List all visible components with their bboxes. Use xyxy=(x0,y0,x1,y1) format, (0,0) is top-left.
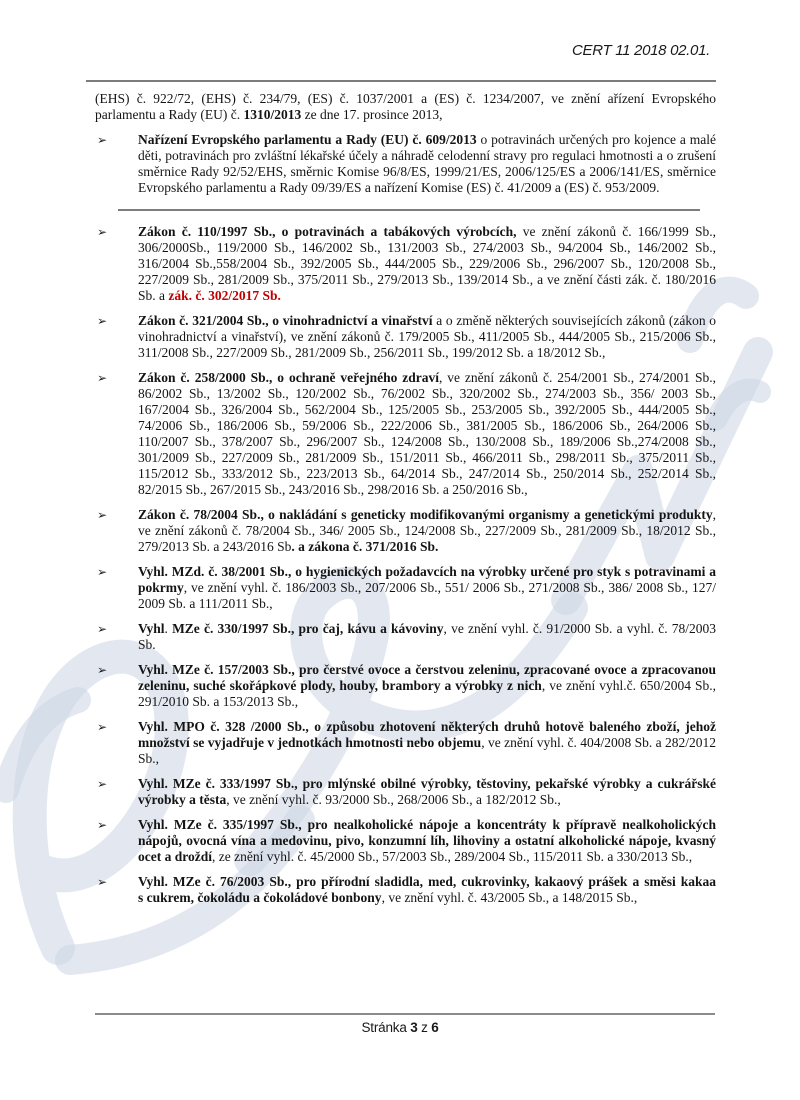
header-rule xyxy=(86,80,716,82)
list-item xyxy=(95,874,716,906)
paragraph-text: Vyhl. MZe č. 330/1997 Sb., pro čaj, kávu a kávoviny, ve znění vyhl. č. 91/2000 Sb. a vyhl. č. 78/2003 Sb. xyxy=(138,621,717,652)
paragraph-text: Zákon č. 78/2004 Sb., o nakládání s geneticky modifikovanými organismy a genetickými produkty, ve znění zákonů č. 78/2004 Sb., 346/ 2005 Sb., 124/2008 Sb., 227/2009 Sb., 281/2009 Sb., 18/2012 Sb., 279/2013 Sb. a 243/2016 Sb. a zákona č. 371/2016 Sb. xyxy=(138,507,716,554)
list-item xyxy=(95,719,716,767)
page-number-label: Stránka xyxy=(361,1020,407,1035)
paragraph-text: (EHS) č. 922/72, (EHS) č. 234/79, (ES) č. 1037/2001 a (ES) č. 1234/2007, ve znění ařízení Evropského parlamentu a Rady (EU) č. 1310/2013 ze dne 17. prosince 2013, xyxy=(95,91,716,122)
paragraph-text: Vyhl. MPO č. 328 /2000 Sb., o způsobu zhotovení některých druhů hotově baleného zboží, jehož množství se vyjadřuje v jednotkách hmotnosti nebo objemu, ve znění vyhl. č. 404/2008 Sb. a 282/2012 Sb., xyxy=(138,719,716,766)
paragraph-text: Nařízení Evropského parlamentu a Rady (EU) č. 609/2013 o potravinách určených pro kojence a malé děti, potravinách pro zvláštní lékařské účely a náhradě celodenní stravy pro regulaci hmotnosti a o zrušení směrnice Rady 92/52/EHS, směrnic Komise 96/8/ES, 1999/21/ES, 2006/125/ES a 2006/141/ES, směrnice Evropského parlamentu a Rady 09/39/ES a nařízení Komise (ES) č. 41/2009 a (ES) č. 953/2009. xyxy=(138,132,716,195)
paragraph xyxy=(95,91,716,123)
bullet-arrow-icon: ➢ xyxy=(97,818,108,832)
paragraph-text: Vyhl. MZe č. 76/2003 Sb., pro přírodní sladidla, med, cukrovinky, kakaový prášek a směsi kakaa s cukrem, čokoládu a čokoládové bonbony, ve znění vyhl. č. 43/2005 Sb., a 148/2015 Sb., xyxy=(138,874,716,905)
paragraph-text: Vyhl. MZe č. 333/1997 Sb., pro mlýnské obilné výrobky, těstoviny, pekařské výrobky a cukrářské výrobky a těsta, ve znění vyhl. č. 93/2000 Sb., 268/2006 Sb., a 182/2012 Sb., xyxy=(138,776,716,807)
bullet-arrow-icon: ➢ xyxy=(97,720,108,734)
section-divider xyxy=(118,209,700,211)
bullet-arrow-icon: ➢ xyxy=(97,133,108,147)
list-item xyxy=(95,564,716,612)
paragraph-text: Vyhl. MZe č. 157/2003 Sb., pro čerstvé ovoce a čerstvou zeleninu, zpracované ovoce a zpracovanou zeleninu, suché skořápkové plody, houby, brambory a výrobky z nich, ve znění vyhl.č. 650/2004 Sb., 291/2010 Sb. a 153/2013 Sb., xyxy=(138,662,716,709)
page-number-current: 3 xyxy=(410,1020,418,1035)
paragraph-text: Zákon č. 258/2000 Sb., o ochraně veřejného zdraví, ve znění zákonů č. 254/2001 Sb., 274/2001 Sb., 86/2002 Sb., 13/2002 Sb., 120/2002 Sb., 76/2002 Sb., 320/2002 Sb., 274/2003 Sb., 356/ 2003 Sb., 167/2004 Sb., 326/2004 Sb., 562/2004 Sb., 125/2005 Sb., 253/2005 Sb., 392/2005 Sb., 444/2005 Sb., 74/2006 Sb., 186/2006 Sb., 59/2006 Sb., 222/2006 Sb., 381/2005 Sb., 186/2006 Sb., 264/2006 Sb., 110/2007 Sb., 378/2007 Sb., 296/2007 Sb., 124/2008 Sb., 130/2008 Sb., 189/2006 Sb.,274/2008 Sb., 301/2009 Sb., 227/2009 Sb., 281/2009 Sb., 151/2011 Sb., 466/2011 Sb., 298/2011 Sb., 375/2011 Sb., 115/2012 Sb., 333/2012 Sb., 223/2013 Sb., 64/2014 Sb., 247/2014 Sb., 250/2014 Sb., 252/2014 Sb., 82/2015 Sb., 267/2015 Sb., 243/2016 Sb., 298/2016 Sb. a 250/2016 Sb., xyxy=(138,370,716,497)
page-number xyxy=(0,1020,800,1035)
bullet-arrow-icon: ➢ xyxy=(97,777,108,791)
document-code: CERT 11 2018 02.01. xyxy=(571,42,710,59)
page-number-total: 6 xyxy=(431,1020,439,1035)
document-body xyxy=(95,91,716,915)
list-item xyxy=(95,370,716,498)
bullet-arrow-icon: ➢ xyxy=(97,508,108,522)
list-item xyxy=(95,132,716,196)
list-item xyxy=(95,313,716,361)
bullet-arrow-icon: ➢ xyxy=(97,622,108,636)
footer-rule xyxy=(95,1013,715,1015)
list-item xyxy=(95,662,716,710)
bullet-arrow-icon: ➢ xyxy=(97,225,108,239)
bullet-arrow-icon: ➢ xyxy=(97,565,108,579)
list-item xyxy=(95,817,716,865)
bullet-arrow-icon: ➢ xyxy=(97,875,108,889)
list-item xyxy=(95,776,716,808)
bullet-arrow-icon: ➢ xyxy=(97,371,108,385)
paragraph-text: Zákon č. 321/2004 Sb., o vinohradnictví a vinařství a o změně některých souvisejících zákonů (zákon o vinohradnictví a vinařství), ve znění zákonů č. 179/2005 Sb., 411/2005 Sb., 444/2005 Sb., 215/2006 Sb., 311/2008 Sb., 227/2009 Sb., 281/2009 Sb., 256/2011 Sb., 199/2012 Sb. a 18/2012 Sb., xyxy=(138,313,717,360)
bullet-arrow-icon: ➢ xyxy=(97,314,108,328)
page-number-separator: z xyxy=(421,1020,428,1035)
paragraph-text: Zákon č. 110/1997 Sb., o potravinách a tabákových výrobcích, ve znění zákonů č. 166/1999 Sb., 306/2000Sb., 119/2000 Sb., 146/2002 Sb., 131/2003 Sb., 274/2003 Sb., 94/2004 Sb., 146/2002 Sb., 316/2004 Sb.,558/2004 Sb., 392/2005 Sb., 444/2005 Sb., 229/2006 Sb., 296/2007 Sb., 120/2008 Sb., 227/2009 Sb., 281/2009 Sb., 375/2011 Sb., 279/2013 Sb., 139/2014 Sb., a ve znění části zák. č. 180/2016 Sb. a zák. č. 302/2017 Sb. xyxy=(138,224,716,303)
bullet-arrow-icon: ➢ xyxy=(97,663,108,677)
paragraph-text: Vyhl. MZd. č. 38/2001 Sb., o hygienických požadavcích na výrobky určené pro styk s potravinami a pokrmy, ve znění vyhl. č. 186/2003 Sb., 207/2006 Sb., 551/ 2006 Sb., 271/2008 Sb., 386/ 2008 Sb., 127/ 2009 Sb. a 111/2011 Sb., xyxy=(138,564,716,611)
paragraph-text: Vyhl. MZe č. 335/1997 Sb., pro nealkoholické nápoje a koncentráty k přípravě nealkoholických nápojů, ovocná vína a medovinu, pivo, konzumní líh, lihoviny a ostatní alkoholické nápoje, kvasný ocet a droždí, ze znění vyhl. č. 45/2000 Sb., 57/2003 Sb., 289/2004 Sb., 115/2011 Sb. a 330/2013 Sb., xyxy=(138,817,716,864)
list-item xyxy=(95,507,716,555)
list-item xyxy=(95,224,716,304)
list-item xyxy=(95,621,716,653)
